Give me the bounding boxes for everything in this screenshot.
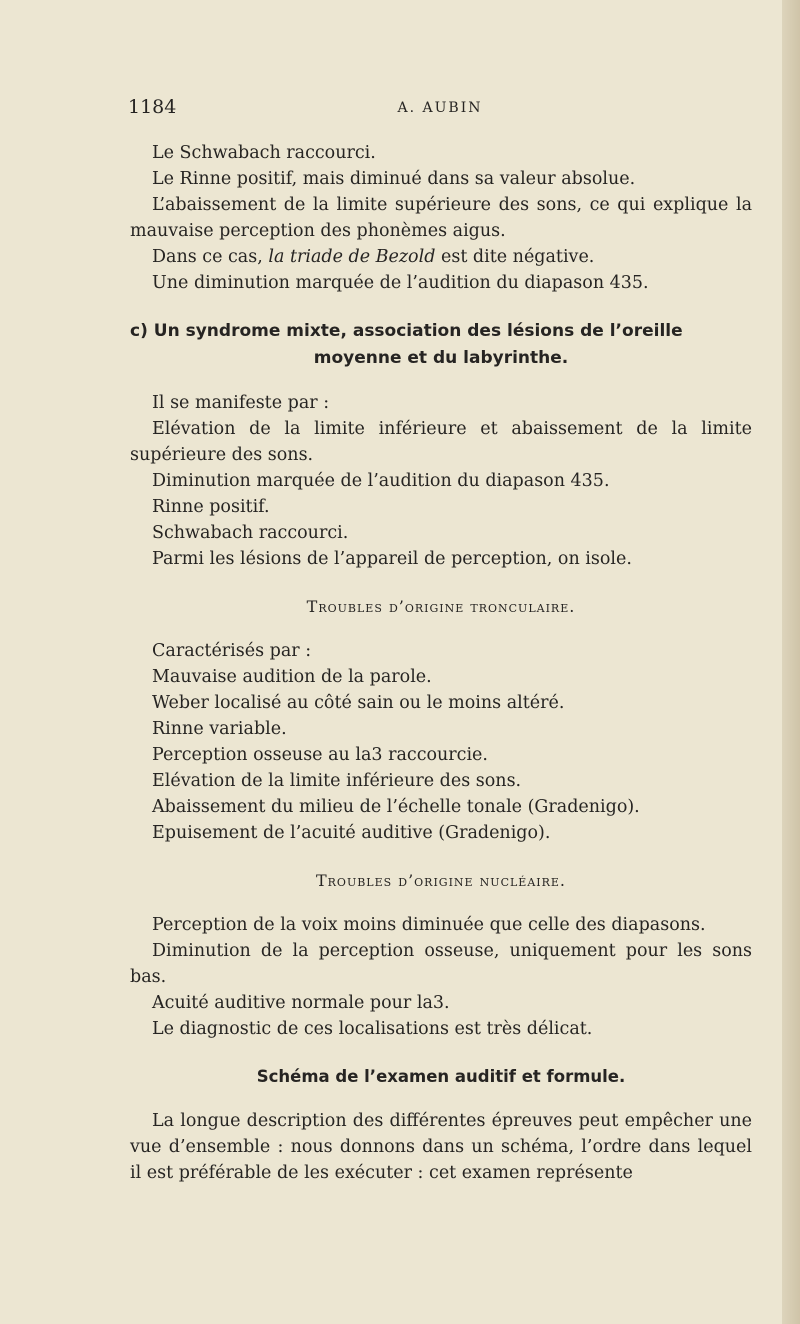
list-item: Perception de la voix moins diminuée que celle des diapasons.: [152, 915, 706, 935]
body-line: Une diminution marquée de l’audition du diapason 435.: [152, 273, 649, 293]
bezold-triad-line: [130, 244, 752, 270]
list-item: Epuisement de l’acuité auditive (Gradenigo).: [152, 823, 551, 843]
running-head: [128, 96, 752, 126]
body-line: Il se manifeste par :: [152, 393, 330, 413]
schema-paragraph: La longue description des différentes épreuves peut empêcher une vue d’ensemble : nous donnons dans un schéma, l’ordre dans lequel il est préférable de les exécuter : cet examen représente: [130, 1111, 752, 1183]
body-line: Rinne positif.: [152, 497, 270, 517]
author-running-title: A. AUBIN: [397, 100, 483, 116]
section-c-heading-line1: [130, 318, 752, 345]
body-line: Le Rinne positif, mais diminué dans sa valeur absolue.: [152, 169, 636, 189]
list-item: Diminution de la perception osseuse, uniquement pour les sons bas.: [130, 941, 752, 987]
page-edge-shadow: [782, 0, 800, 1324]
list-item: Caractérisés par :: [152, 641, 312, 661]
section-c-title-line2: moyenne et du labyrinthe.: [313, 348, 569, 368]
list-item: Mauvaise audition de la parole.: [152, 667, 432, 687]
list-item: Perception osseuse au la3 raccourcie.: [152, 745, 488, 765]
page-body: [130, 140, 752, 1186]
body-line: Le Schwabach raccourci.: [152, 143, 376, 163]
section-c-heading: [130, 318, 752, 372]
section-c-title-line1: Un syndrome mixte, association des lésions de l’oreille: [153, 321, 683, 341]
list-item: Acuité auditive normale pour la3.: [152, 993, 450, 1013]
section-c-label: c): [130, 321, 148, 341]
body-line: Diminution marquée de l’audition du diapason 435.: [152, 471, 610, 491]
troubles-nucleaires-list: [130, 912, 752, 1042]
list-item: Weber localisé au côté sain ou le moins altéré.: [152, 693, 565, 713]
body-line: Parmi les lésions de l’appareil de perception, on isole.: [152, 549, 632, 569]
body-line: Schwabach raccourci.: [152, 523, 349, 543]
schema-heading: Schéma de l’examen auditif et formule.: [256, 1067, 626, 1086]
body-line: L’abaissement de la limite supérieure des sons, ce qui explique la mauvaise perception des phonèmes aigus.: [130, 195, 752, 241]
page-number: 1184: [128, 96, 177, 118]
triad-italic: la triade de Bezold: [268, 247, 436, 267]
triad-suffix: est dite négative.: [440, 247, 595, 267]
list-item: Le diagnostic de ces localisations est très délicat.: [152, 1019, 593, 1039]
list-item: Elévation de la limite inférieure des sons.: [152, 771, 522, 791]
list-item: Abaissement du milieu de l’échelle tonale (Gradenigo).: [152, 797, 640, 817]
triad-prefix: Dans ce cas,: [152, 247, 263, 267]
body-line: Elévation de la limite inférieure et abaissement de la limite supérieure des sons.: [130, 419, 752, 465]
troubles-nucleaires-heading: Troubles d’origine nucléaire.: [315, 871, 567, 890]
troubles-tronculaires-heading: Troubles d’origine tronculaire.: [306, 597, 576, 616]
troubles-tronculaires-list: [130, 638, 752, 846]
list-item: Rinne variable.: [152, 719, 287, 739]
